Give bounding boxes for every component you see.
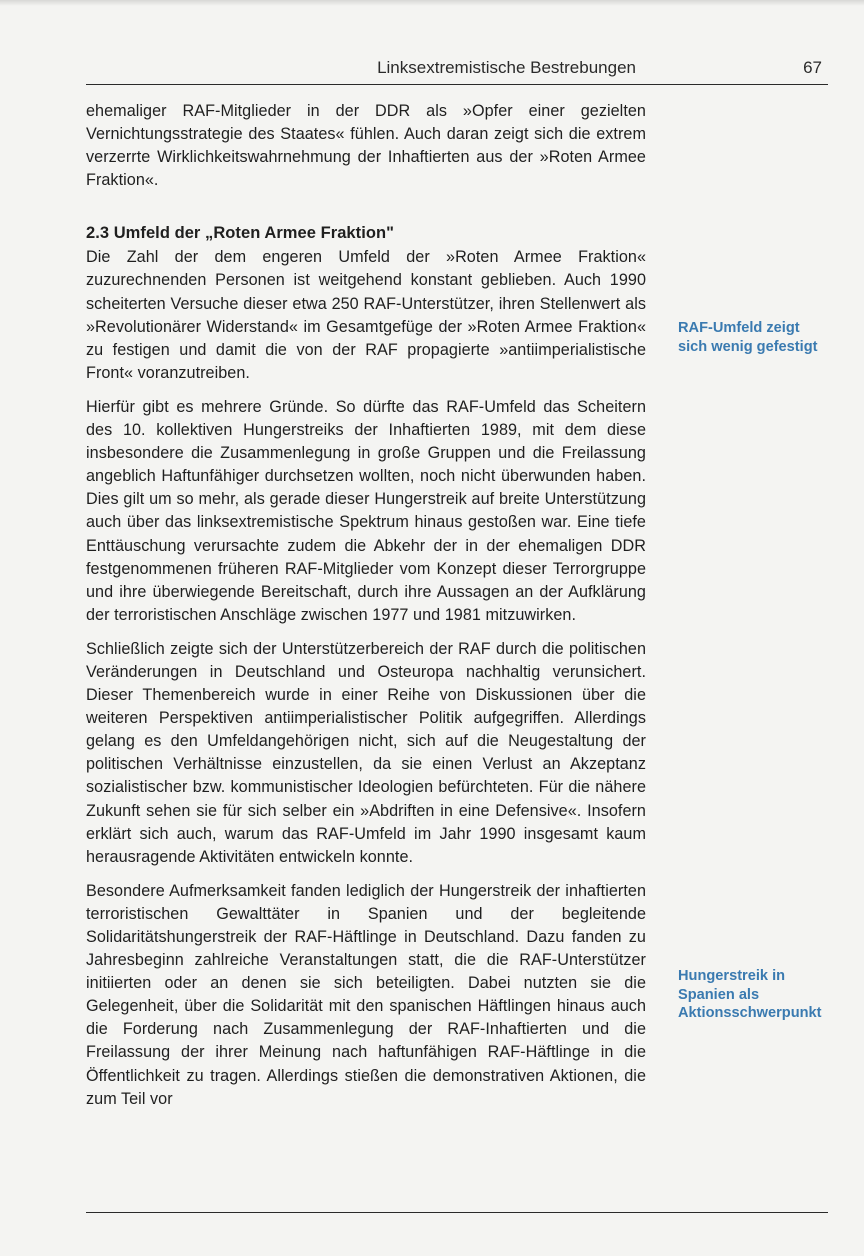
footer-rule	[86, 1212, 828, 1213]
paragraph-umfeld: Die Zahl der dem engeren Umfeld der »Roten Armee Fraktion« zuzurechnenden Personen ist weitgehend konstant geblieben. Auch 1990 scheiterten Versuche dieser etwa 250 RAF-Unterstützer, ihren Stellenwert als »Revolutionärer Widerstand« im Gesamtgefüge der »Roten Armee Fraktion« zu festigen und damit die von der RAF propagierte »antiimperialistische Front« voranzutreiben.	[86, 248, 646, 382]
paragraph-hungerstreik: Besondere Aufmerksamkeit fanden lediglich der Hungerstreik der inhaftierten terroristischen Gewalttäter in Spanien und der begleitende Solidaritätshungerstreik der RAF-Häftlinge in Deutschland. Dazu fanden zu Jahresbeginn zahlreiche Veranstaltungen statt, die die RAF-Unterstützer initiierten oder an denen sie sich beteiligten. Dabei nutzten sie die Gelegenheit, über die Solidarität mit den spanischen Häftlingen hinaus auch die Forderung nach Zusammenlegung der RAF-Inhaftierten und die Freilassung der ihrer Meinung nach haftunfähigen RAF-Häftlinge in die Öffentlichkeit zu tragen. Allerdings stießen die demonstrativen Aktionen, die zum Teil vor	[86, 881, 646, 1108]
page-top-edge	[0, 0, 864, 6]
intro-paragraph: ehemaliger RAF-Mitglieder in der DDR als »Opfer einer gezielten Vernichtungsstrategie des Staates« fühlen. Auch daran zeigt sich die extrem verzerrte Wirklichkeitswahrnehmung der Inhaftierten aus der »Roten Armee Fraktion«.	[86, 102, 646, 190]
margin-note-hungerstreik: Hungerstreik in Spanien als Aktionsschwerpunkt	[678, 968, 822, 1021]
running-header	[86, 54, 826, 80]
paragraph-verunsicherung: Schließlich zeigte sich der Unterstützerbereich der RAF durch die politischen Veränderungen in Deutschland und Osteuropa nachhaltig verunsichert. Dieser Themenbereich wurde in einer Reihe von Diskussionen über die weiteren Perspektiven antiimperialistischer Politik aufgegriffen. Allerdings gelang es den Umfeldangehörigen nicht, sich auf die Neugestaltung der politischen Verhältnisse einzustellen, da sie einen Verlust an Akzeptanz sozialistischer bzw. kommunistischer Ideologien befürchteten. Für die nähere Zukunft sehen sie für sich selber ein »Abdriften in eine Defensive«. Insofern erklärt sich auch, warum das RAF-Umfeld im Jahr 1990 insgesamt kaum herausragende Aktivitäten entwickeln konnte.	[86, 639, 646, 866]
page-number: 67	[803, 58, 822, 77]
paragraph-gruende: Hierfür gibt es mehrere Gründe. So dürfte das RAF-Umfeld das Scheitern des 10. kollektiven Hungerstreiks der Inhaftierten 1989, mit dem diese insbesondere die Zusammenlegung in große Gruppen und die Freilassung angeblich Haftunfähiger durchsetzen wollten, noch nicht überwunden haben. Dies gilt um so mehr, als gerade dieser Hungerstreik auf breite Unterstützung auch über das linksextremistische Spektrum hinaus gestoßen war. Eine tiefe Enttäuschung verursachte zudem die Abkehr der in der ehemaligen DDR festgenommenen früheren RAF-Mitglieder vom Konzept dieser Terrorgruppe und ihre überwiegende Bereitschaft, durch ihre Aussagen an der Aufklärung der terroristischen Anschläge zwischen 1977 und 1981 mitzuwirken.	[86, 397, 646, 624]
main-text-column	[86, 100, 646, 1111]
header-rule	[86, 84, 828, 85]
section-heading: 2.3 Umfeld der „Roten Armee Fraktion"	[86, 224, 394, 243]
running-title: Linksextremistische Bestrebungen	[377, 58, 636, 77]
margin-note-raf-umfeld: RAF-Umfeld zeigt sich wenig gefestigt	[678, 320, 818, 355]
